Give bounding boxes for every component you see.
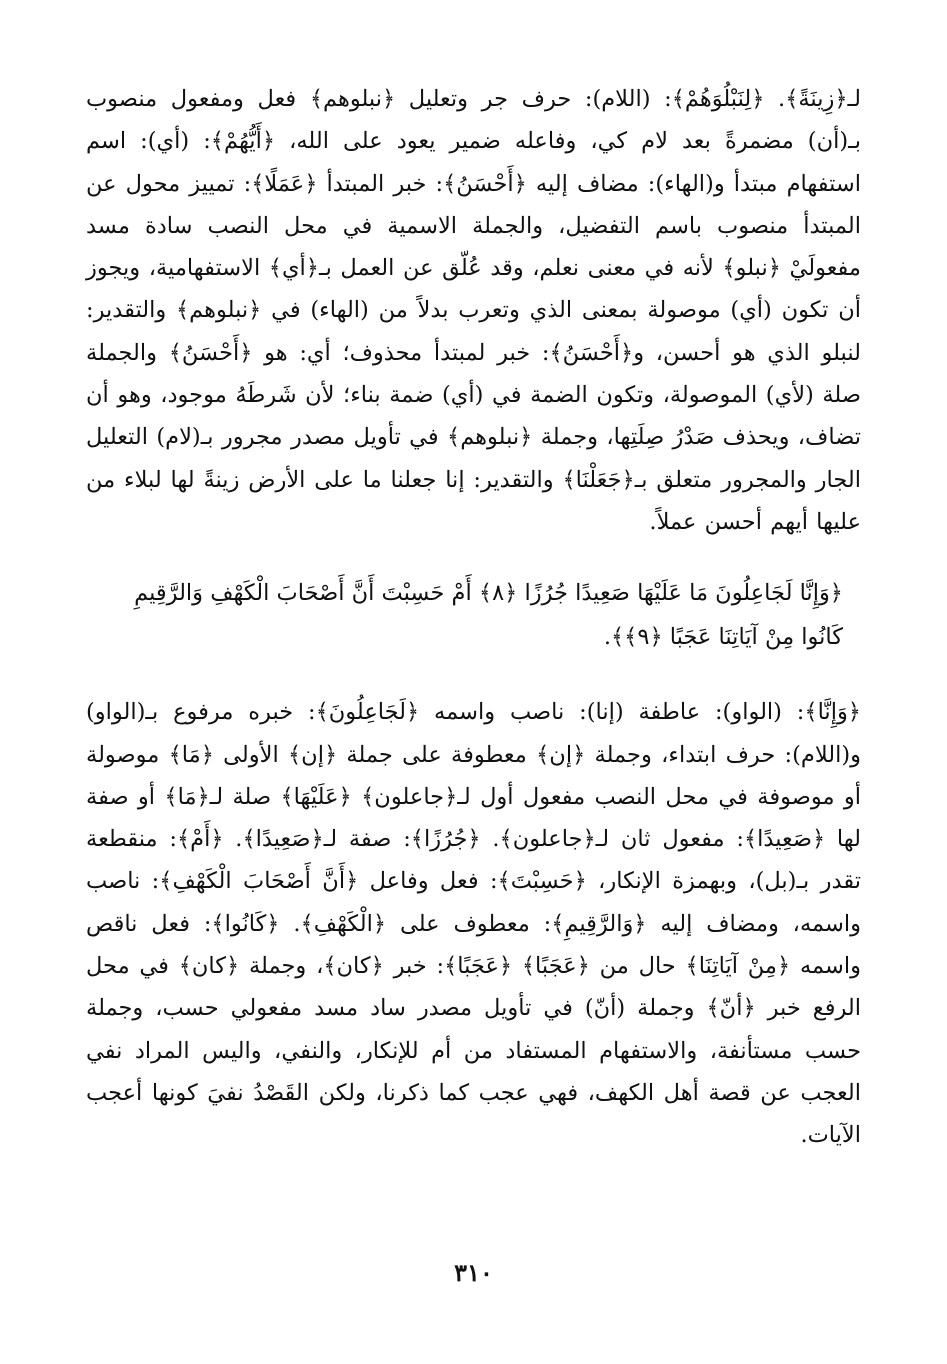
page-body: [86, 78, 861, 1157]
commentary-paragraph-1: لـ﴿زِينَةً﴾. ﴿لِنَبْلُوَهُمْ﴾: (اللام): حرف جر وتعليل ﴿نبلوهم﴾ فعل ومفعول منصوب بـ(أن) مضمرةً بعد لام كي، وفاعله ضمير يعود على الله، ﴿أَيُّهُمْ﴾: (أي): اسم استفهام مبتدأ و(الهاء): مضاف إليه ﴿أَحْسَنُ﴾: خبر المبتدأ ﴿عَمَلًا﴾: تمييز محول عن المبتدأ منصوب باسم التفضيل، والجملة الاسمية في محل النصب سادة مسد مفعولَيْ ﴿نبلو﴾ لأنه في معنى نعلم، وقد عُلّق عن العمل بـ﴿أي﴾ الاستفهامية، ويجوز أن تكون (أي) موصولة بمعنى الذي وتعرب بدلاً من (الهاء) في ﴿نبلوهم﴾ والتقدير: لنبلو الذي هو أحسن، و﴿أَحْسَنُ﴾: خبر لمبتدأ محذوف؛ أي: هو ﴿أَحْسَنُ﴾ والجملة صلة (لأي) الموصولة، وتكون الضمة في (أي) ضمة بناء؛ لأن شَرطَهُ موجود، وهو أن تضاف، ويحذف صَدْرُ صِلَتِها، وجملة ﴿نبلوهم﴾ في تأويل مصدر مجرور بـ(لام) التعليل الجار والمجرور متعلق بـ﴿جَعَلْنَا﴾ والتقدير: إنا جعلنا ما على الأرض زينةً لها لبلاء من عليها أيهم أحسن عملاً.: [86, 86, 861, 535]
quran-verse: ﴿وَإِنَّا لَجَاعِلُونَ مَا عَلَيْهَا صَعِيدًا جُرُزًا ﴿٨﴾ أَمْ حَسِبْتَ أَنَّ أَصْحَابَ الْكَهْفِ وَالرَّقِيمِ كَانُوا مِنْ آيَاتِنَا عَجَبًا ﴿٩﴾﴾.: [134, 580, 843, 651]
commentary-paragraph-2: ﴿وَإِنَّا﴾: (الواو): عاطفة (إنا): ناصب واسمه ﴿لَجَاعِلُونَ﴾: خبره مرفوع بـ(الواو) و(اللام): حرف ابتداء، وجملة ﴿إن﴾ معطوفة على جملة ﴿إن﴾ الأولى ﴿مَا﴾ موصولة أو موصوفة في محل النصب مفعول أول لـ﴿جاعلون﴾ ﴿عَلَيْهَا﴾ صلة لـ﴿مَا﴾ أو صفة لها ﴿صَعِيدًا﴾: مفعول ثان لـ﴿جاعلون﴾. ﴿جُرُزًا﴾: صفة لـ﴿صَعِيدًا﴾. ﴿أَمْ﴾: منقطعة تقدر بـ(بل)، وبهمزة الإنكار، ﴿حَسِبْتَ﴾: فعل وفاعل ﴿أَنَّ أَصْحَابَ الْكَهْفِ﴾: ناصب واسمه، ومضاف إليه ﴿وَالرَّقِيمِ﴾: معطوف على ﴿الْكَهْفِ﴾. ﴿كَانُوا﴾: فعل ناقص واسمه ﴿مِنْ آيَاتِنَا﴾ حال من ﴿عَجَبًا﴾ ﴿عَجَبًا﴾: خبر ﴿كان﴾، وجملة ﴿كان﴾ في محل الرفع خبر ﴿أنّ﴾ وجملة (أنّ) في تأويل مصدر ساد مسد مفعولي حسب، وجملة حسب مستأنفة، والاستفهام المستفاد من أم للإنكار، والنفي، واليس المراد نفي العجب عن قصة أهل الكهف، فهي عجب كما ذكرنا، ولكن القَصْدُ نفيَ كونها أعجب الآيات.: [86, 699, 861, 1149]
page-number: ٣١٠: [454, 1258, 493, 1287]
